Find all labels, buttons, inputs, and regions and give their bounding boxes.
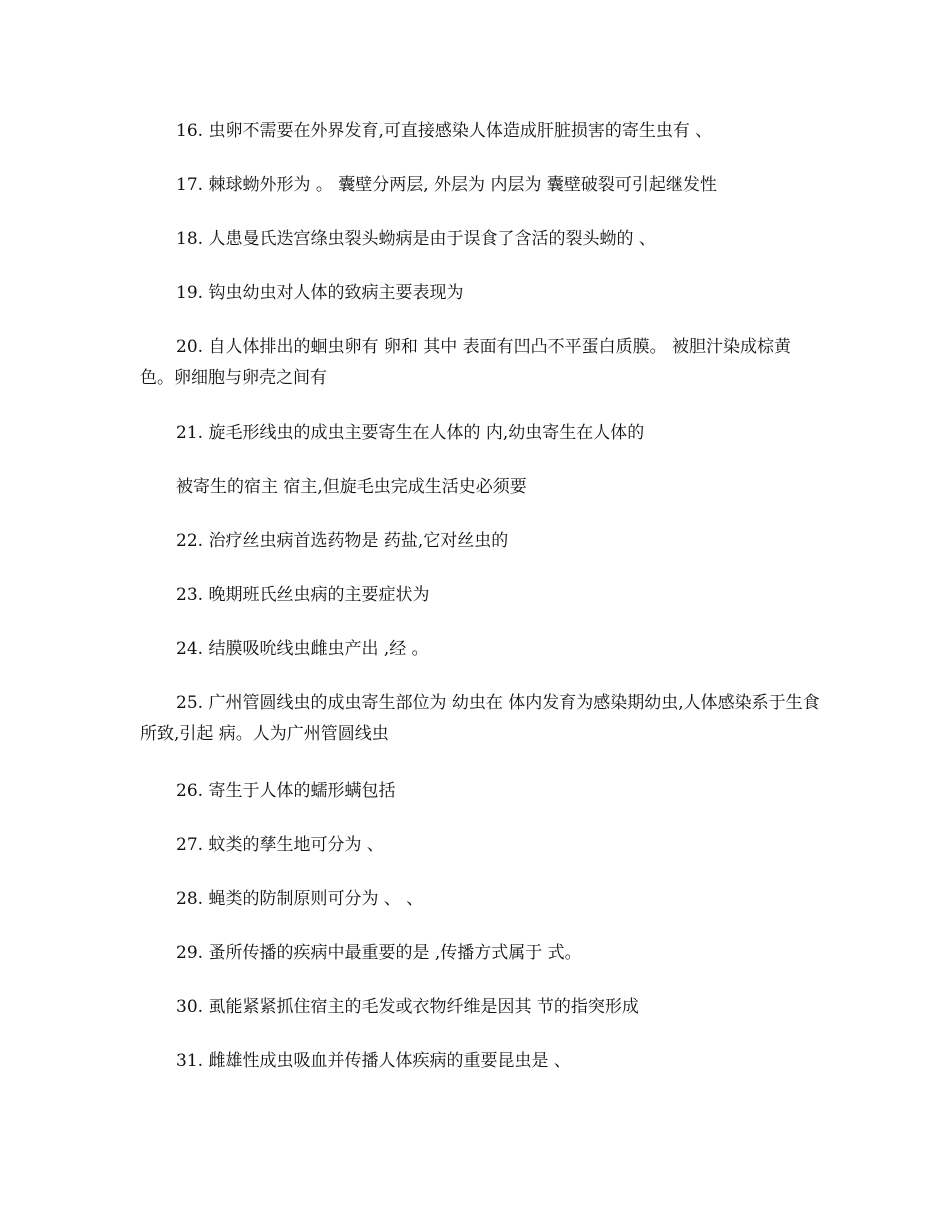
- question-23: 23. 晚期班氏丝虫病的主要症状为: [176, 585, 430, 605]
- question-17: 17. 棘球蚴外形为 。 囊壁分两层, 外层为 内层为 囊壁破裂可引起继发性: [176, 175, 717, 195]
- question-30: 30. 虱能紧紧抓住宿主的毛发或衣物纤维是因其 节的指突形成: [176, 997, 639, 1017]
- question-28: 28. 蝇类的防制原则可分为 、 、: [176, 889, 424, 909]
- question-19: 19. 钩虫幼虫对人体的致病主要表现为: [176, 283, 464, 303]
- question-22: 22. 治疗丝虫病首选药物是 药盐,它对丝虫的: [176, 531, 509, 551]
- question-24: 24. 结膜吸吮线虫雌虫产出 ,经 。: [176, 639, 429, 659]
- question-25: 25. 广州管圆线虫的成虫寄生部位为 幼虫在 体内发育为感染期幼虫,人体感染系于生食 所致,引起 病。人为广州管圆线虫: [140, 693, 820, 744]
- question-27: 27. 蚊类的孳生地可分为 、: [176, 835, 384, 855]
- question-31: 31. 雌雄性成虫吸血并传播人体疾病的重要昆虫是 、: [176, 1051, 571, 1071]
- question-18: 18. 人患曼氏迭宫绦虫裂头蚴病是由于误食了含活的裂头蚴的 、: [176, 229, 656, 249]
- question-21: 21. 旋毛形线虫的成虫主要寄生在人体的 内,幼虫寄生在人体的: [176, 423, 645, 443]
- question-20: 20. 自人体排出的蛔虫卵有 卵和 其中 表面有凹凸不平蛋白质膜。 被胆汁染成棕黄色。卵细胞与卵壳之间有: [140, 337, 792, 388]
- question-29: 29. 蚤所传播的疾病中最重要的是 ,传播方式属于 式。: [176, 943, 582, 963]
- question-21-continued: 被寄生的宿主 宿主,但旋毛虫完成生活史必须要: [176, 477, 527, 497]
- question-26: 26. 寄生于人体的蠕形螨包括: [176, 781, 396, 801]
- question-16: 16. 虫卵不需要在外界发育,可直接感染人体造成肝脏损害的寄生虫有 、: [176, 121, 713, 141]
